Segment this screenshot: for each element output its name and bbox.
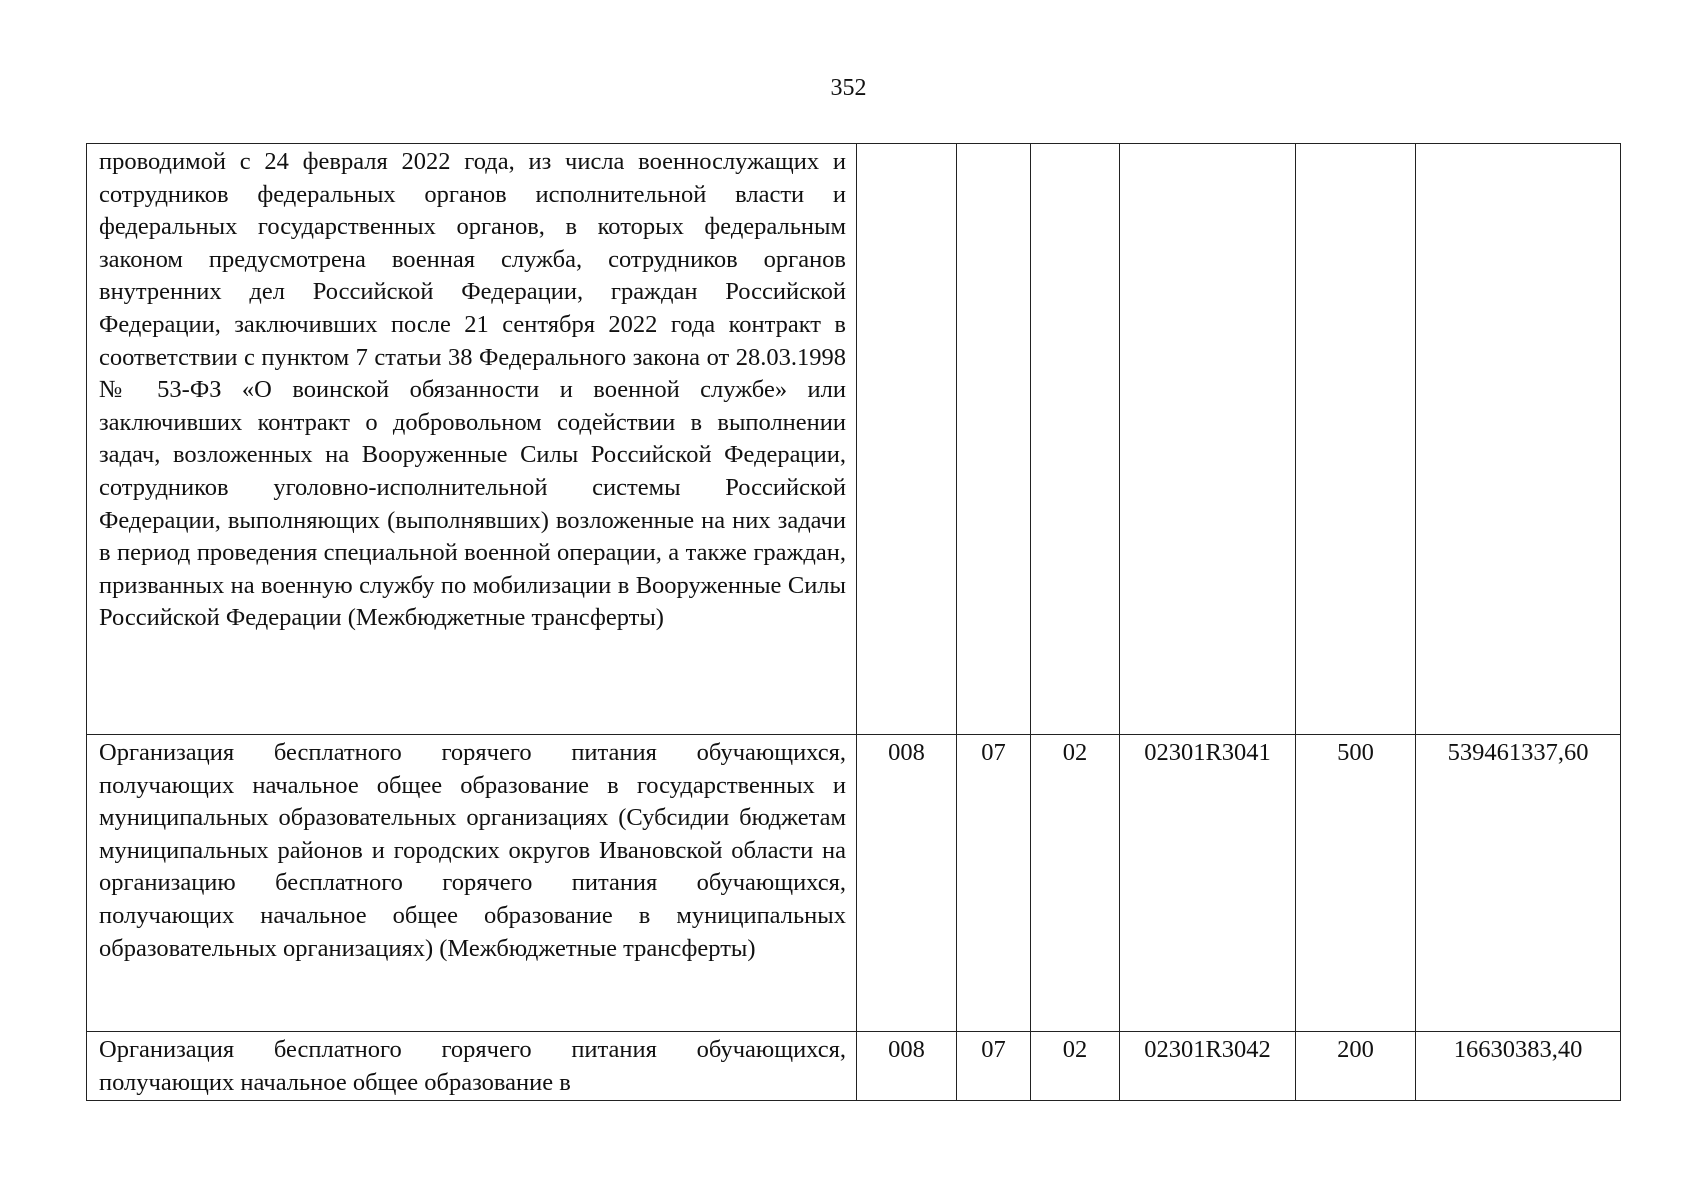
amount-value — [1416, 144, 1621, 735]
page-number: 352 — [830, 75, 867, 101]
target-article-code: 02301R3041 — [1120, 735, 1296, 1032]
target-article-code: 02301R3042 — [1120, 1032, 1296, 1101]
ministry-code: 008 — [857, 735, 957, 1032]
target-article-code — [1120, 144, 1296, 735]
subsection-code: 02 — [1031, 1032, 1120, 1101]
row-description: Организация бесплатного горячего питания обучающихся, получающих начальное общее образование в — [87, 1032, 857, 1101]
budget-table — [86, 143, 1621, 1101]
row-description: Организация бесплатного горячего питания обучающихся, получающих начальное общее образование в государственных и муниципальных образовательных организациях (Субсидии бюджетам муниципальных районов и городских округов Ивановской области на организацию бесплатного горячего питания обучающихся, получающих начальное общее образование в муниципальных образовательных организациях) (Межбюджетные трансферты) — [87, 735, 857, 1032]
section-code: 07 — [957, 1032, 1031, 1101]
table-row — [87, 1032, 1621, 1101]
section-code: 07 — [957, 735, 1031, 1032]
ministry-code — [857, 144, 957, 735]
table-row — [87, 735, 1621, 1032]
ministry-code: 008 — [857, 1032, 957, 1101]
amount-value: 539461337,60 — [1416, 735, 1621, 1032]
expense-type-code: 200 — [1296, 1032, 1416, 1101]
row-description: проводимой с 24 февраля 2022 года, из числа военнослужащих и сотрудников федеральных органов исполнительной власти и федеральных государственных органов, в которых федеральным законом предусмотрена военная служба, сотрудников органов внутренних дел Российской Федерации, граждан Российской Федерации, заключивших после 21 сентября 2022 года контракт в соответствии с пунктом 7 статьи 38 Федерального закона от 28.03.1998 № 53-ФЗ «О воинской обязанности и военной службе» или заключивших контракт о добровольном содействии в выполнении задач, возложенных на Вооруженные Силы Российской Федерации, сотрудников уголовно-исполнительной системы Российской Федерации, выполняющих (выполнявших) возложенные на них задачи в период проведения специальной военной операции, а также граждан, призванных на военную службу по мобилизации в Вооруженные Силы Российской Федерации (Межбюджетные трансферты) — [87, 144, 857, 735]
expense-type-code: 500 — [1296, 735, 1416, 1032]
subsection-code — [1031, 144, 1120, 735]
subsection-code: 02 — [1031, 735, 1120, 1032]
table-row — [87, 144, 1621, 735]
section-code — [957, 144, 1031, 735]
expense-type-code — [1296, 144, 1416, 735]
amount-value: 16630383,40 — [1416, 1032, 1621, 1101]
